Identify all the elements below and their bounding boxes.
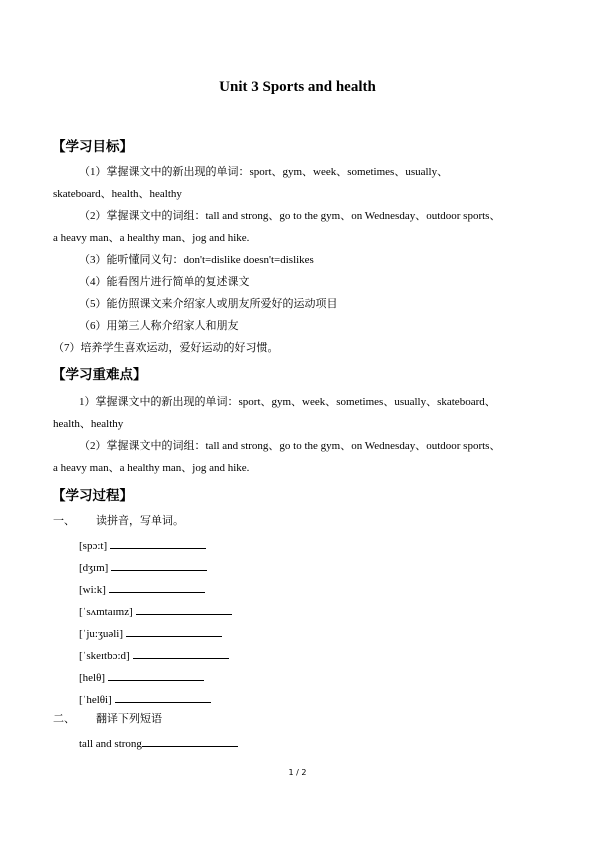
phonetic-text: [ˈskeɪtbɔ:d]: [79, 650, 130, 662]
fill-in-item[interactable]: [79, 604, 232, 618]
fill-in-item[interactable]: [79, 582, 205, 596]
part-number: 一、: [53, 515, 75, 527]
part-instruction: 读拼音，写单词。: [96, 515, 184, 527]
phonetic-text: [dʒɪm]: [79, 562, 109, 574]
goal-line: （2）掌握课文中的词组：tall and strong、go to the gym、on Wednesday、outdoor sports、: [79, 210, 501, 222]
key-point-line: health、healthy: [53, 418, 124, 430]
page-title: Unit 3 Sports and health: [219, 79, 376, 95]
answer-blank[interactable]: [126, 626, 222, 637]
phonetic-text: [ˈhelθi]: [79, 694, 112, 706]
fill-in-item[interactable]: [79, 560, 207, 574]
key-point-line: （2）掌握课文中的词组：tall and strong、go to the gym、on Wednesday、outdoor sports、: [79, 440, 501, 452]
fill-in-item[interactable]: [79, 692, 211, 706]
answer-blank[interactable]: [115, 692, 211, 703]
section-heading-process: 【学习过程】: [52, 488, 133, 504]
answer-blank[interactable]: [108, 670, 204, 681]
phonetic-text: [helθ]: [79, 672, 106, 684]
answer-blank[interactable]: [110, 538, 206, 549]
answer-blank[interactable]: [111, 560, 207, 571]
goal-line: （7）培养学生喜欢运动，爱好运动的好习惯。: [53, 342, 279, 354]
fill-in-item[interactable]: [79, 670, 204, 684]
fill-in-item[interactable]: [79, 648, 229, 662]
key-point-line: 1）掌握课文中的新出现的单词：sport、gym、week、sometimes、usually、skateboard、: [79, 396, 496, 408]
goal-line: （4）能看图片进行简单的复述课文: [79, 276, 250, 288]
part-instruction: 翻译下列短语: [96, 713, 162, 725]
goal-line: （6）用第三人称介绍家人和朋友: [79, 320, 239, 332]
goal-line: （1）掌握课文中的新出现的单词：sport、gym、week、sometimes、usually、: [79, 166, 449, 178]
goal-line: skateboard、health、healthy: [53, 188, 182, 200]
goal-line: a heavy man、a healthy man、jog and hike.: [53, 232, 250, 244]
section-heading-goals: 【学习目标】: [52, 139, 133, 155]
translate-item[interactable]: [79, 736, 238, 750]
fill-in-item[interactable]: [79, 626, 222, 640]
answer-blank[interactable]: [142, 736, 238, 747]
phonetic-text: [wi:k]: [79, 584, 106, 596]
section-heading-key-points: 【学习重难点】: [52, 367, 147, 383]
fill-in-item[interactable]: [79, 538, 206, 552]
answer-blank[interactable]: [109, 582, 205, 593]
goal-line: （3）能听懂同义句：don't=dislike doesn't=dislikes: [79, 254, 314, 266]
page-number: 1 / 2: [288, 768, 307, 777]
phonetic-text: [ˈsʌmtaɪmz]: [79, 606, 133, 618]
answer-blank[interactable]: [133, 648, 229, 659]
part-number: 二、: [53, 713, 75, 725]
phonetic-text: [spɔ:t]: [79, 540, 108, 552]
key-point-line: a heavy man、a healthy man、jog and hike.: [53, 462, 250, 474]
answer-blank[interactable]: [136, 604, 232, 615]
phonetic-text: [ˈju:ʒuəli]: [79, 628, 123, 640]
phrase-text: tall and strong: [79, 738, 142, 750]
goal-line: （5）能仿照课文来介绍家人或朋友所爱好的运动项目: [79, 298, 338, 310]
